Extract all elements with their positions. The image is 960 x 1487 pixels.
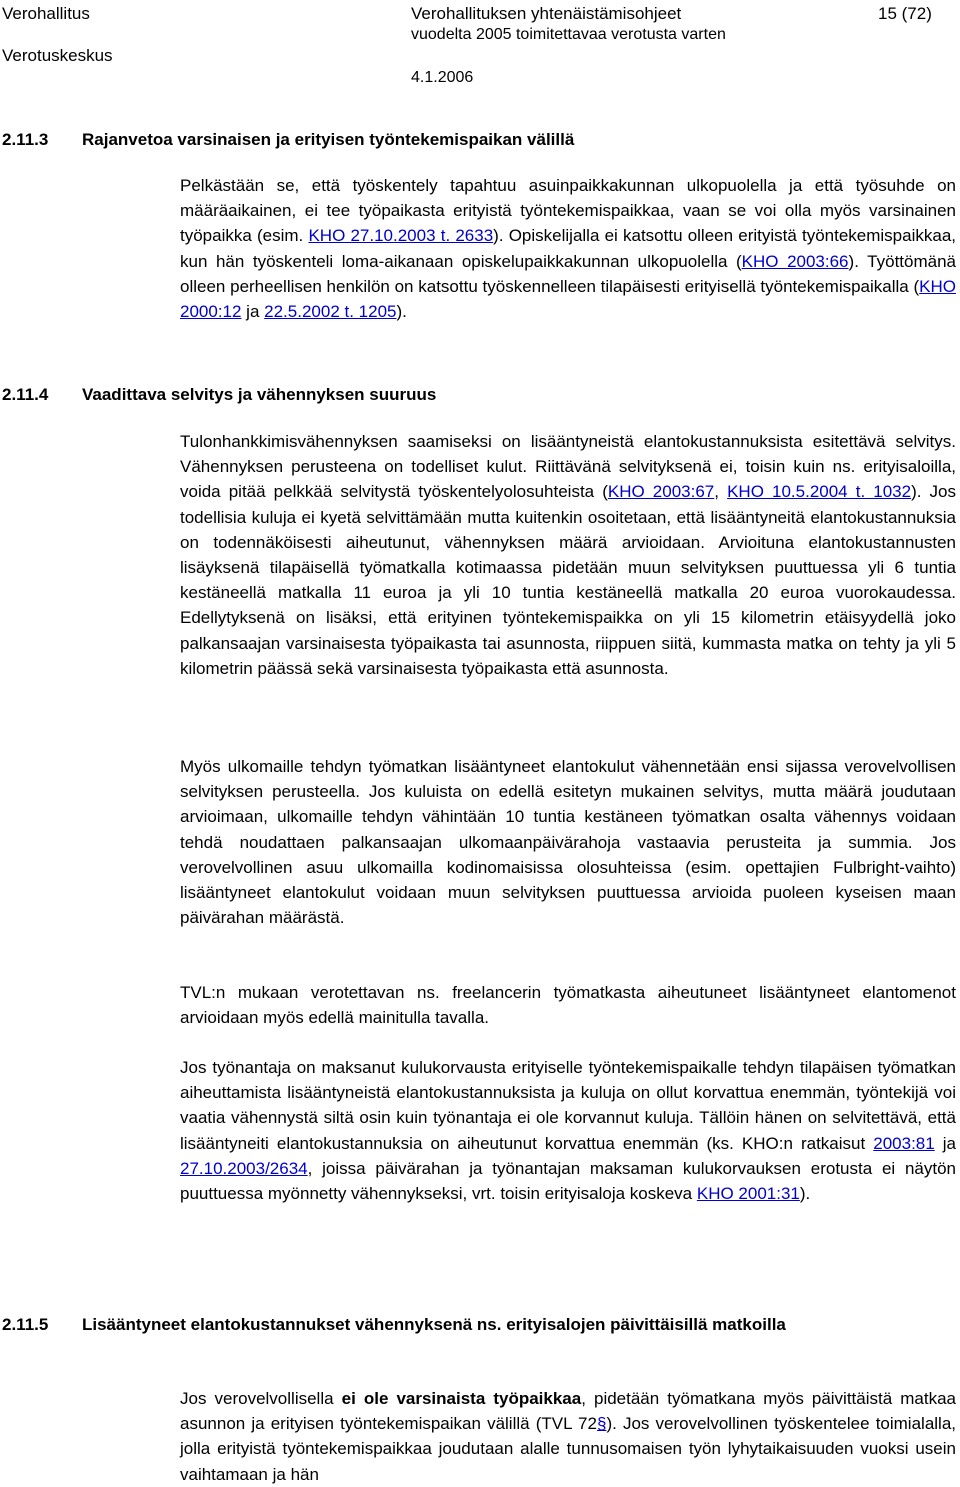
- text: TVL:n mukaan verotettavan ns. freelancerin työmatkasta aiheutuneet lisääntyneet elantomenot arvioidaan myös edellä mainitulla tavalla.: [180, 983, 956, 1028]
- header-subtitle: vuodelta 2005 toimitettavaa verotusta varten: [411, 26, 726, 43]
- link-27-10-2003-2634[interactable]: 27.10.2003/2634: [180, 1158, 308, 1178]
- text: ). Työttömänä olleen perheellisen henkilön on katsottu työskennelleen tilapäisesti erityisellä työntekemispaikalla (: [180, 251, 956, 296]
- text: Tulonhankkimisvähennyksen saamiseksi on lisääntyneistä elantokustannuksista esitettävä selvitys. Vähennyksen perusteena on todelliset kulut. Riittävänä selvityksenä ei, toisin kuin ns. erityisaloilla, voida pitää pelkkää selvitystä työskentelyolosuhteista (: [180, 432, 956, 502]
- text: Pelkästään se, että työskentely tapahtuu asuinpaikkakunnan ulkopuolella ja että työsuhde on määräaikainen, ei tee työpaikasta erityistä työntekemispaikkaa, vaan se voi olla myös varsinainen työpaikka (esim.: [180, 176, 956, 246]
- link-kho-27-10-2003[interactable]: KHO 27.10.2003 t. 2633: [308, 226, 494, 246]
- text: ja: [934, 1133, 956, 1153]
- emphasis-text: ei ole varsinaista työpaikkaa: [341, 1389, 582, 1408]
- link-kho-2001-31[interactable]: KHO 2001:31: [696, 1184, 800, 1204]
- header-suborg: Verotuskeskus: [2, 46, 113, 65]
- section-number: 2.11.5: [2, 1315, 49, 1334]
- page-number: 15 (72): [878, 4, 932, 23]
- text: ,: [714, 482, 728, 502]
- section-number: 2.11.4: [2, 385, 49, 404]
- text: , joissa päivärahan ja työnantajan maksaman kulukorvauksen erotusta ei näytön puuttuessa myönnetty vähennykseksi, vrt. toisin erityisaloja koskeva: [180, 1158, 956, 1204]
- section-title: Lisääntyneet elantokustannukset vähennyksenä ns. erityisalojen päivittäisillä matkoilla: [82, 1315, 786, 1334]
- section-heading-2-11-4: [2, 383, 436, 407]
- text: ). Opiskelijalla ei katsottu olleen erityistä työntekemispaikkaa, kun hän työskenteli loma-aikanaan opiskelupaikkakunnan ulkopuolella (: [180, 226, 957, 271]
- header-title: Verohallituksen yhtenäistämisohjeet: [411, 4, 682, 23]
- link-2003-81[interactable]: 2003:81: [873, 1133, 935, 1153]
- link-kho-2003-66[interactable]: KHO 2003:66: [741, 251, 849, 271]
- page-header: [0, 0, 960, 100]
- text: ja: [241, 302, 265, 322]
- section-heading-2-11-5: [2, 1313, 932, 1337]
- text: ).: [799, 1184, 811, 1204]
- link-kho-2000-12[interactable]: KHO 2000:12: [180, 276, 956, 322]
- text: Jos työnantaja on maksanut kulukorvausta erityiselle työntekemispaikalle tehdyn tilapäisen työmatkan aiheuttamista lisääntyneistä elantokustannuksista ja kuluja on ollut korvattua enemmän, työntekijä voi vaatia vähennystä siltä osin kuin työnantaja ei ole korvannut kuluja. Tällöin hänen on selvitettävä, että lisääntyneiti elantokustannuksia on aiheutunut korvattua enemmän (ks. KHO:n ratkaisut: [180, 1058, 956, 1153]
- link-kho-2003-67[interactable]: KHO 2003:67: [607, 482, 715, 502]
- paragraph-5: [180, 1055, 956, 1206]
- paragraph-6: [180, 1386, 956, 1487]
- text: , pidetään työmatkana myös päivittäistä matkaa asunnon ja erityisen työntekemispaikan välillä (TVL 72: [180, 1389, 956, 1434]
- text: Myös ulkomaille tehdyn työmatkan lisääntyneet elantokulut vähennetään ensi sijassa verovelvollisen selvityksen perusteella. Jos kuluista on edellä esitetyn mukainen selvitys, mutta määrä joudutaan arvioimaan, ulkomaille tehdyn vähintään 10 tuntia kestäneen työmatkan osalta vähennys voidaan tehdä noudattaen palkansaajan ulkomaanpäivärahoja vastaavia perusteita ja summia. Jos verovelvollinen asuu ulkomailla kodinomaisissa olosuhteissa (esim. opettajien Fulbright-vaihto) lisääntyneet elantokulut voidaan muun selvityksen puuttuessa arvioida puoleen kyseisen maan päivärahan määrästä.: [180, 757, 956, 928]
- link-kho-10-5-2004[interactable]: KHO 10.5.2004 t. 1032: [727, 482, 912, 502]
- header-date: 4.1.2006: [411, 69, 474, 86]
- link-22-5-2002[interactable]: 22.5.2002 t. 1205: [264, 302, 397, 322]
- text: ). Jos verovelvollinen työskentelee toimialalla, jolla erityistä työntekemispaikkaa joudutaan alalle tunnusomaisen työn lyhytaikaisuuden vuoksi usein vaihtamaan ja hän: [180, 1414, 956, 1484]
- paragraph-3: [180, 754, 956, 930]
- paragraph-2: [180, 429, 956, 681]
- section-title: Vaadittava selvitys ja vähennyksen suuruus: [82, 385, 437, 404]
- paragraph-4: [180, 980, 956, 1030]
- section-heading-2-11-3: [2, 128, 574, 152]
- text: ).: [396, 302, 407, 322]
- text: ). Jos todellisia kuluja ei kyetä selvittämään mutta kuitenkin osoitetaan, että lisääntyneitä elantokustannuksia on todennäköisesti aiheutunut, vähennyksen määrä arvioidaan. Arvioituna elantokustannusten lisäyksenä tilapäisellä työmatkalla kotimaassa pidetään muun selvityksen puuttuessa yli 6 tuntia kestäneellä matkalla 11 euroa ja yli 10 tuntia kestäneellä matkalla 20 euroa vuorokaudessa. Edellytyksenä on lisäksi, että erityinen työntekemispaikka on yli 15 kilometrin etäisyydellä joko palkansaajan varsinaisesta työpaikasta tai asunnosta, riippuen siitä, kummasta matka on tehty ja yli 5 kilometrin päässä sekä varsinaisesta työpaikasta että asunnosta.: [180, 482, 957, 678]
- text: Jos verovelvollisella: [180, 1389, 342, 1408]
- link-section-symbol[interactable]: §: [596, 1414, 607, 1434]
- paragraph-1: [180, 173, 956, 324]
- section-number: 2.11.3: [2, 130, 49, 149]
- header-org: Verohallitus: [2, 4, 90, 23]
- section-title: Rajanvetoa varsinaisen ja erityisen työntekemispaikan välillä: [82, 130, 575, 149]
